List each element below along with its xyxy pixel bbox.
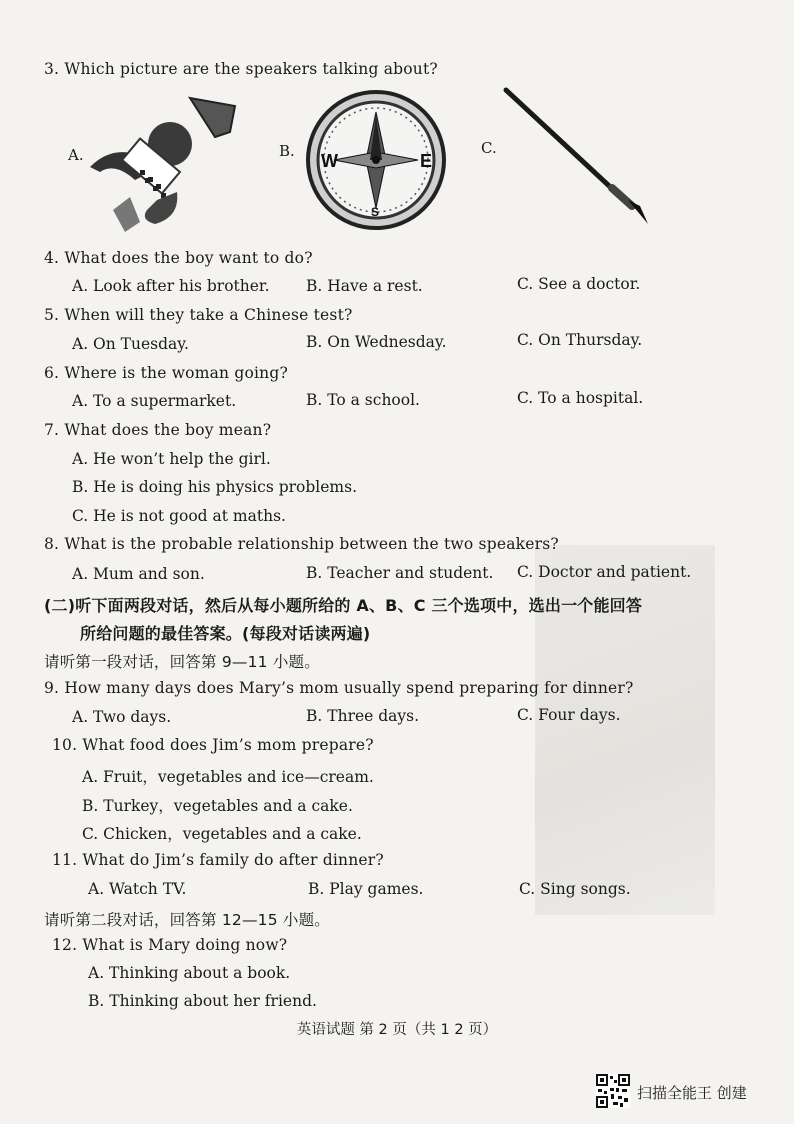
q9-option-c: C. Four days. (517, 706, 621, 724)
page-footer: 英语试题 第 2 页（共 1 2 页） (296, 1022, 498, 1038)
question-8: 8. What is the probable relationship between the two speakers? (44, 535, 559, 553)
q9-option-b: B. Three days. (306, 707, 420, 725)
question-9: 9. How many days does Mary’s mom usually spend preparing for dinner? (44, 679, 634, 697)
compass-letter-w: W (321, 151, 338, 171)
dialog-1-intro: 请听第一段对话，回答第 9—11 小题。 (44, 653, 320, 671)
q11-option-a: A. Watch TV. (88, 880, 187, 898)
section-2-heading-line2: 所给问题的最佳答案。(每段对话读两遍) (80, 624, 371, 643)
q7-option-c: C. He is not good at maths. (72, 507, 286, 525)
question-4: 4. What does the boy want to do? (44, 249, 313, 267)
q5-option-b: B. On Wednesday. (306, 333, 447, 351)
compass-letter-s: S (371, 205, 380, 219)
q12-option-a: A. Thinking about a book. (88, 964, 291, 982)
picture-b-label: B. (279, 142, 295, 160)
scanner-watermark: 扫描全能王 创建 (637, 1084, 747, 1102)
q5-option-c: C. On Thursday. (517, 331, 643, 349)
q5-option-a: A. On Tuesday. (72, 335, 189, 353)
q10-option-c: C. Chicken，vegetables and a cake. (82, 825, 362, 843)
picture-a-label: A. (68, 146, 84, 164)
picture-c-label: C. (481, 139, 497, 157)
q11-option-c: C. Sing songs. (519, 880, 631, 898)
q9-option-a: A. Two days. (72, 708, 172, 726)
qr-code-icon (596, 1074, 630, 1108)
question-5: 5. When will they take a Chinese test? (44, 306, 353, 324)
q7-option-b: B. He is doing his physics problems. (72, 478, 357, 496)
question-11: 11. What do Jim’s family do after dinner? (52, 851, 384, 869)
q12-option-b: B. Thinking about her friend. (88, 992, 317, 1010)
question-6: 6. Where is the woman going? (44, 364, 288, 382)
q6-option-a: A. To a supermarket. (72, 392, 237, 410)
question-12: 12. What is Mary doing now? (52, 936, 288, 954)
q6-option-c: C. To a hospital. (517, 389, 644, 407)
compass-letter-e: E (420, 151, 433, 171)
question-10: 10. What food does Jim’s mom prepare? (52, 736, 374, 754)
q7-option-a: A. He won’t help the girl. (72, 450, 271, 468)
dialog-2-intro: 请听第二段对话，回答第 12—15 小题。 (44, 911, 331, 929)
compass-icon (300, 90, 452, 230)
q10-option-b: B. Turkey，vegetables and a cake. (82, 797, 353, 815)
q10-option-a: A. Fruit，vegetables and ice—cream. (82, 768, 374, 786)
q4-option-a: A. Look after his brother. (72, 277, 270, 295)
q8-option-a: A. Mum and son. (72, 565, 205, 583)
q4-option-c: C. See a doctor. (517, 275, 641, 293)
question-7: 7. What does the boy mean? (44, 421, 272, 439)
q8-option-c: C. Doctor and patient. (517, 563, 692, 581)
question-3: 3. Which picture are the speakers talking about? (44, 60, 438, 78)
q8-option-b: B. Teacher and student. (306, 564, 494, 582)
rocket-icon (85, 92, 245, 237)
q6-option-b: B. To a school. (306, 391, 420, 409)
brush-pen-icon (500, 84, 660, 229)
q4-option-b: B. Have a rest. (306, 277, 423, 295)
section-2-heading-line1: (二)听下面两段对话，然后从每小题所给的 A、B、C 三个选项中，选出一个能回答 (44, 596, 643, 615)
q11-option-b: B. Play games. (308, 880, 424, 898)
